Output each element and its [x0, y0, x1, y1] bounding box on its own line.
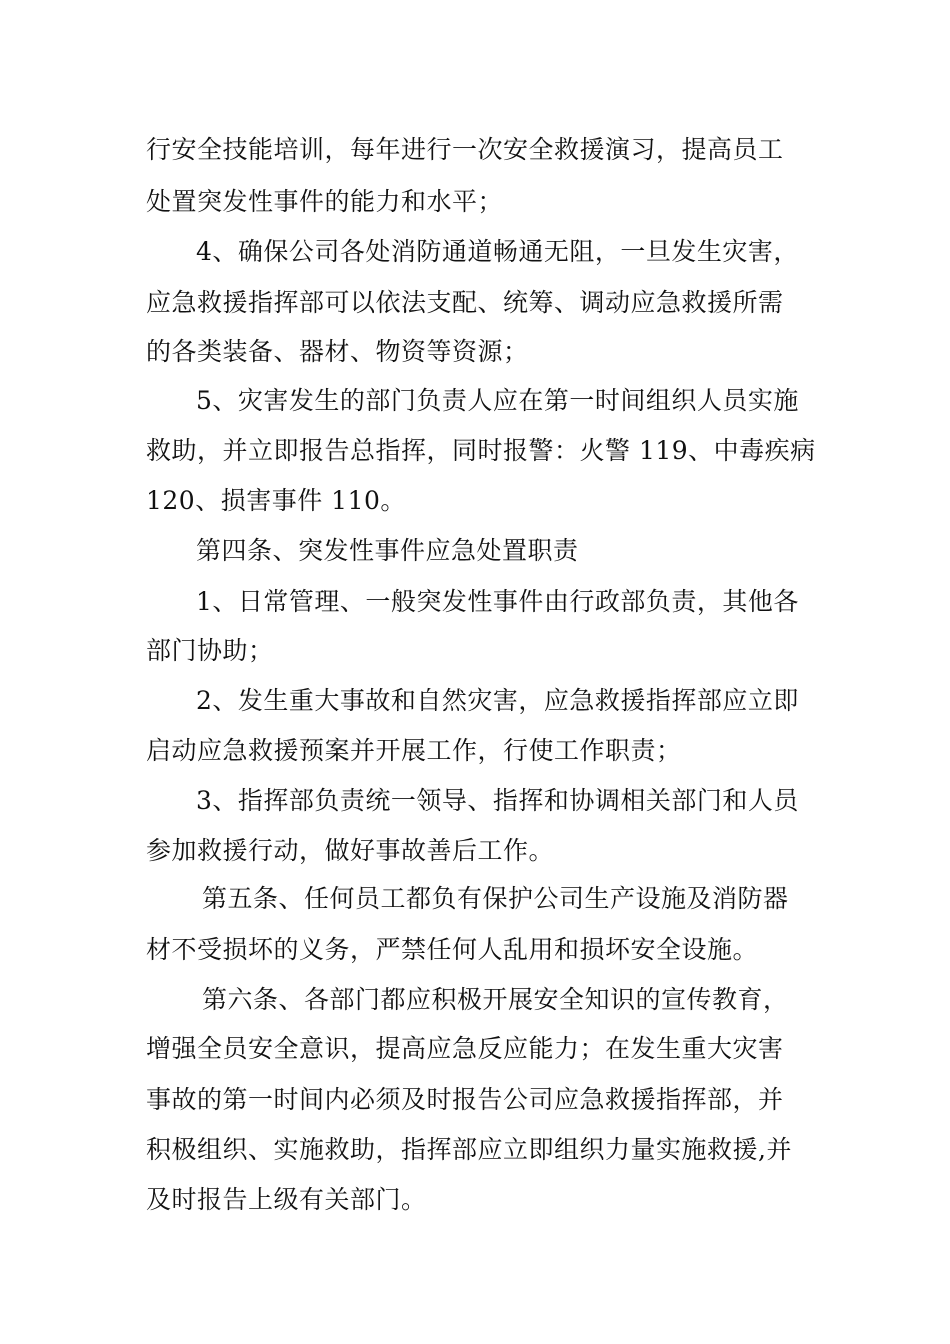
text-line: 参加救援行动，做好事故善后工作。 [146, 836, 555, 865]
text-line: 事故的第一时间内必须及时报告公司应急救援指挥部，并 [146, 1085, 784, 1114]
text-line: 120、损害事件 110。 [146, 486, 406, 515]
text-line: 部门协助； [146, 636, 274, 665]
text-line: 5、灾害发生的部门负责人应在第一时间组织人员实施 [196, 386, 799, 415]
text-line: 2、发生重大事故和自然灾害，应急救援指挥部应立即 [196, 686, 799, 715]
text-line: 第五条、任何员工都负有保护公司生产设施及消防器 [202, 884, 789, 913]
text-line: 应急救援指挥部可以依法支配、统筹、调动应急救援所需 [146, 288, 784, 317]
text-line: 的各类装备、器材、物资等资源； [146, 337, 529, 366]
text-line: 及时报告上级有关部门。 [146, 1185, 427, 1214]
text-line: 增强全员安全意识，提高应急反应能力；在发生重大灾害 [146, 1034, 784, 1063]
section-heading: 第四条、突发性事件应急处置职责 [196, 536, 579, 565]
text-line: 材不受损坏的义务，严禁任何人乱用和损坏安全设施。 [146, 935, 759, 964]
text-line: 处置突发性事件的能力和水平； [146, 187, 504, 216]
text-line: 积极组织、实施救助，指挥部应立即组织力量实施救援,并 [146, 1135, 792, 1164]
text-line: 救助，并立即报告总指挥，同时报警：火警 119、中毒疾病 [146, 436, 816, 465]
text-line: 4、确保公司各处消防通道畅通无阻，一旦发生灾害， [196, 237, 799, 266]
text-line: 3、指挥部负责统一领导、指挥和协调相关部门和人员 [196, 786, 799, 815]
text-line: 行安全技能培训，每年进行一次安全救援演习，提高员工 [146, 135, 784, 164]
text-line: 1、日常管理、一般突发性事件由行政部负责，其他各 [196, 587, 799, 616]
text-line: 启动应急救援预案并开展工作，行使工作职责； [146, 736, 682, 765]
text-line: 第六条、各部门都应积极开展安全知识的宣传教育， [202, 985, 789, 1014]
